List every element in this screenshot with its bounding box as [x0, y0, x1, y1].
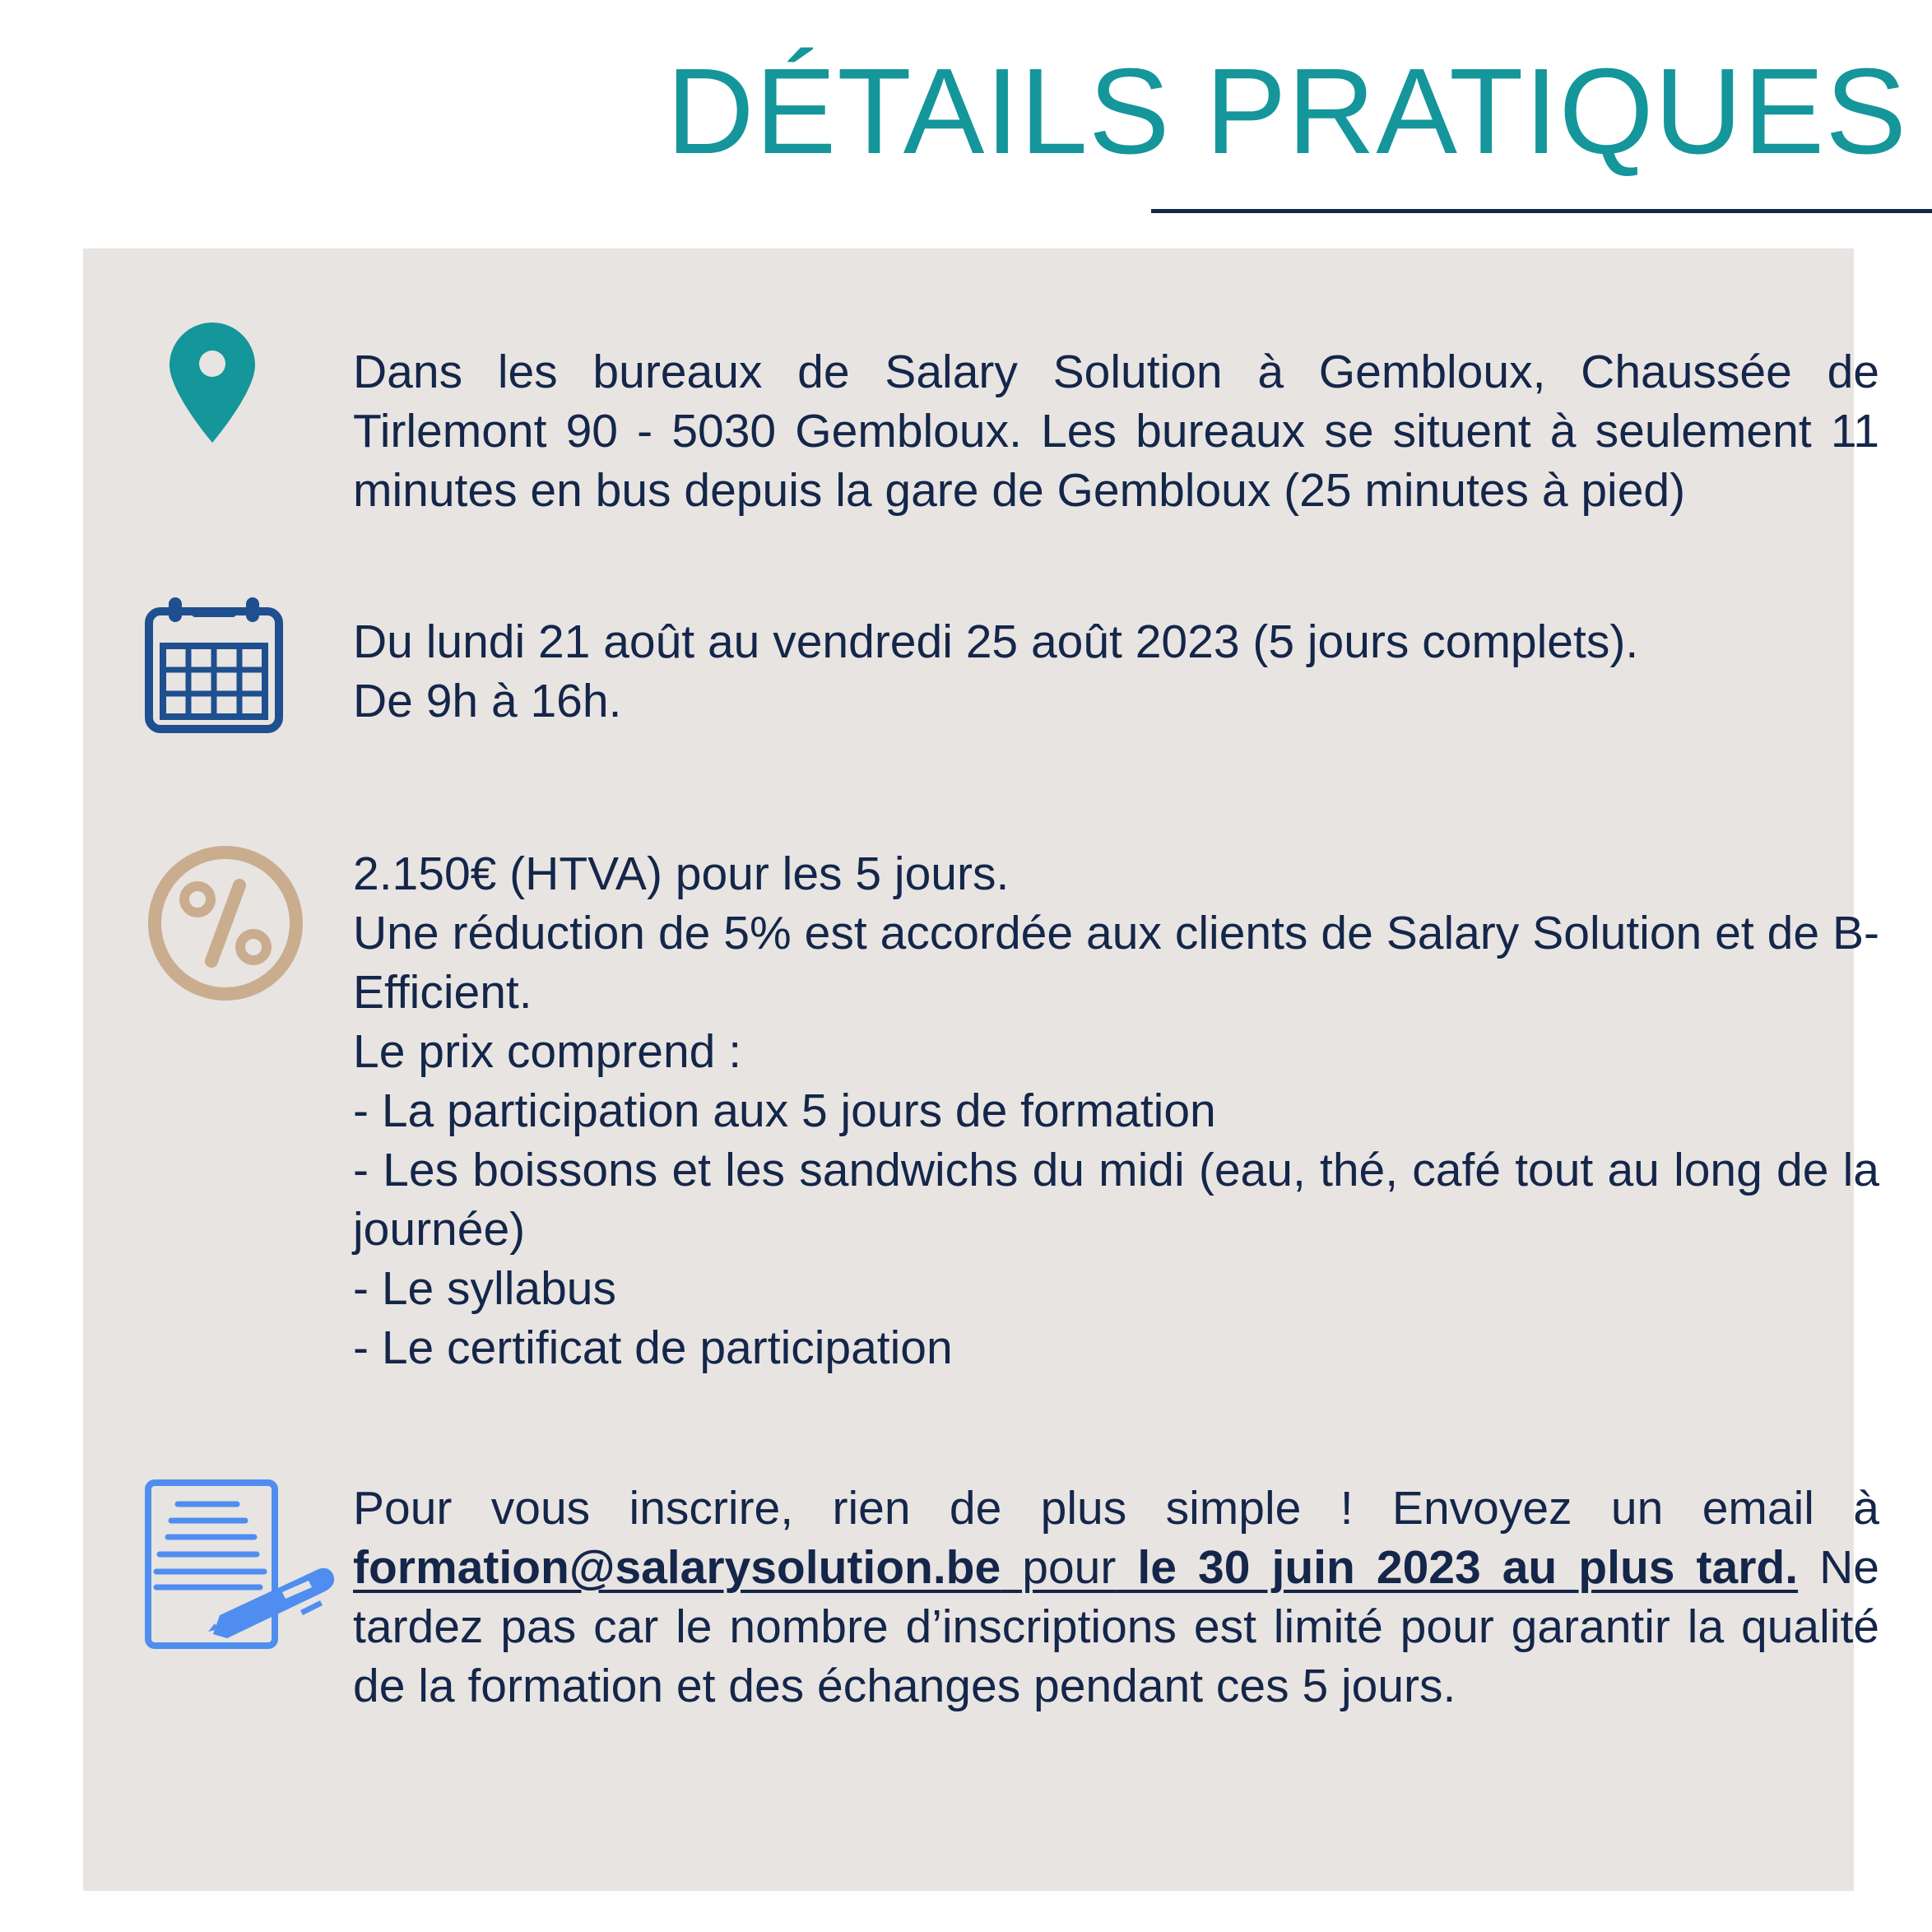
dates-line-2: De 9h à 16h. [353, 675, 622, 727]
price-line-3: Le prix comprend : [353, 1025, 742, 1078]
price-line-1: 2.150€ (HTVA) pour les 5 jours. [353, 848, 1010, 900]
price-item-3: - Le syllabus [353, 1262, 616, 1315]
registration-deadline: le 30 juin 2023 au plus tard. [1116, 1541, 1799, 1594]
percent-icon [147, 845, 304, 1001]
price-item-4: - Le certificat de participation [353, 1321, 953, 1374]
page-title: DÉTAILS PRATIQUES [666, 44, 1907, 179]
dates-line-1: Du lundi 21 août au vendredi 25 août 2023 (5 jours complets). [353, 615, 1639, 668]
registration-text-after: Ne tardez pas car le nombre d’inscriptions est limité pour garantir la qualité de la formation et des échanges pendant ces 5 jours. [353, 1541, 1880, 1712]
registration-text-middle: pour [1001, 1541, 1117, 1594]
signed-document-icon [144, 1479, 341, 1653]
price-line-2: Une réduction de 5% est accordée aux clients de Salary Solution et de B-Efficient. [353, 907, 1879, 1019]
price-item-2: - Les boissons et les sandwichs du midi (eau, thé, café tout au long de la journée) [353, 1144, 1879, 1256]
location-text: Dans les bureaux de Salary Solution à Gembloux, Chaussée de Tirlemont 90 - 5030 Gembloux. Les bureaux se situent à seulement 11 minutes en bus depuis la gare de Gembloux (25 minutes à pied) [353, 346, 1879, 517]
title-divider [1151, 209, 1932, 213]
price-item-1: - La participation aux 5 jours de formation [353, 1084, 1216, 1137]
registration-email-link[interactable]: formation@salarysolution.be [353, 1541, 1001, 1594]
registration-text-before: Pour vous inscrire, rien de plus simple ! Envoyez un email à [353, 1482, 1879, 1535]
map-pin-icon [170, 323, 255, 443]
calendar-icon [144, 597, 284, 736]
practical-details-panel [83, 248, 1880, 1891]
registration-text [353, 1479, 1879, 1716]
dates-text [353, 612, 1879, 731]
price-text [353, 844, 1879, 1377]
